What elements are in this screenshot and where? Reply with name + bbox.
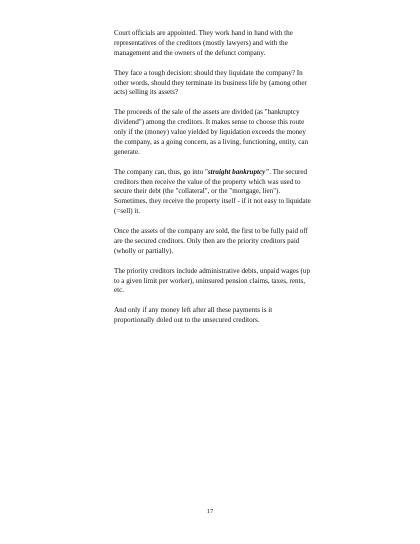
- page-number: 17: [206, 508, 214, 515]
- body-text: [114, 29, 314, 336]
- paragraph-court-officials: Court officials are appointed. They work hand in hand with the representatives of the creditors (mostly lawyers) and with the management and the owners of the defunct company.: [114, 29, 293, 57]
- straight-bankruptcy-emphasis: straight bankruptcy": [207, 167, 270, 176]
- paragraph-tough-decision: They face a tough decision: should they liquidate the company? In other words, should they terminate its business life by (among other acts) selling its assets?: [114, 68, 307, 97]
- straight-bankruptcy-text-after: . The secured creditors then receive the value of the property which was used to secure their debt (the "collateral", or the "mortgage, lien"). Sometimes, they receive the property itself - if it not easy to liquidate (=sell) it.: [114, 167, 311, 216]
- paragraph-unsecured-creditors: And only if any money left after all these payments is it proportionally doled out to the unsecured creditors.: [114, 306, 273, 325]
- paragraph-priority-creditors: The priority creditors include administrative debts, unpaid wages (up to a given limit per worker), uninsured pension claims, taxes, rents, etc.: [114, 266, 311, 295]
- paragraph-secured-creditors: Once the assets of the company are sold, the first to be fully paid off are the secured creditors. Only then are the priority creditors paid (wholly or partially).: [114, 227, 308, 255]
- paragraph-straight-bankruptcy: [114, 168, 314, 218]
- straight-bankruptcy-text-before: The company can, thus, go into ": [114, 167, 208, 176]
- paragraph-proceeds-of-sale: The proceeds of the sale of the assets are divided (as "bankruptcy dividend") among the creditors. It makes sense to choose this route only if the (money) value yielded by liquidation exceeds the money the company, as a going concern, as a living, functioning, entity, can generate.: [114, 108, 309, 156]
